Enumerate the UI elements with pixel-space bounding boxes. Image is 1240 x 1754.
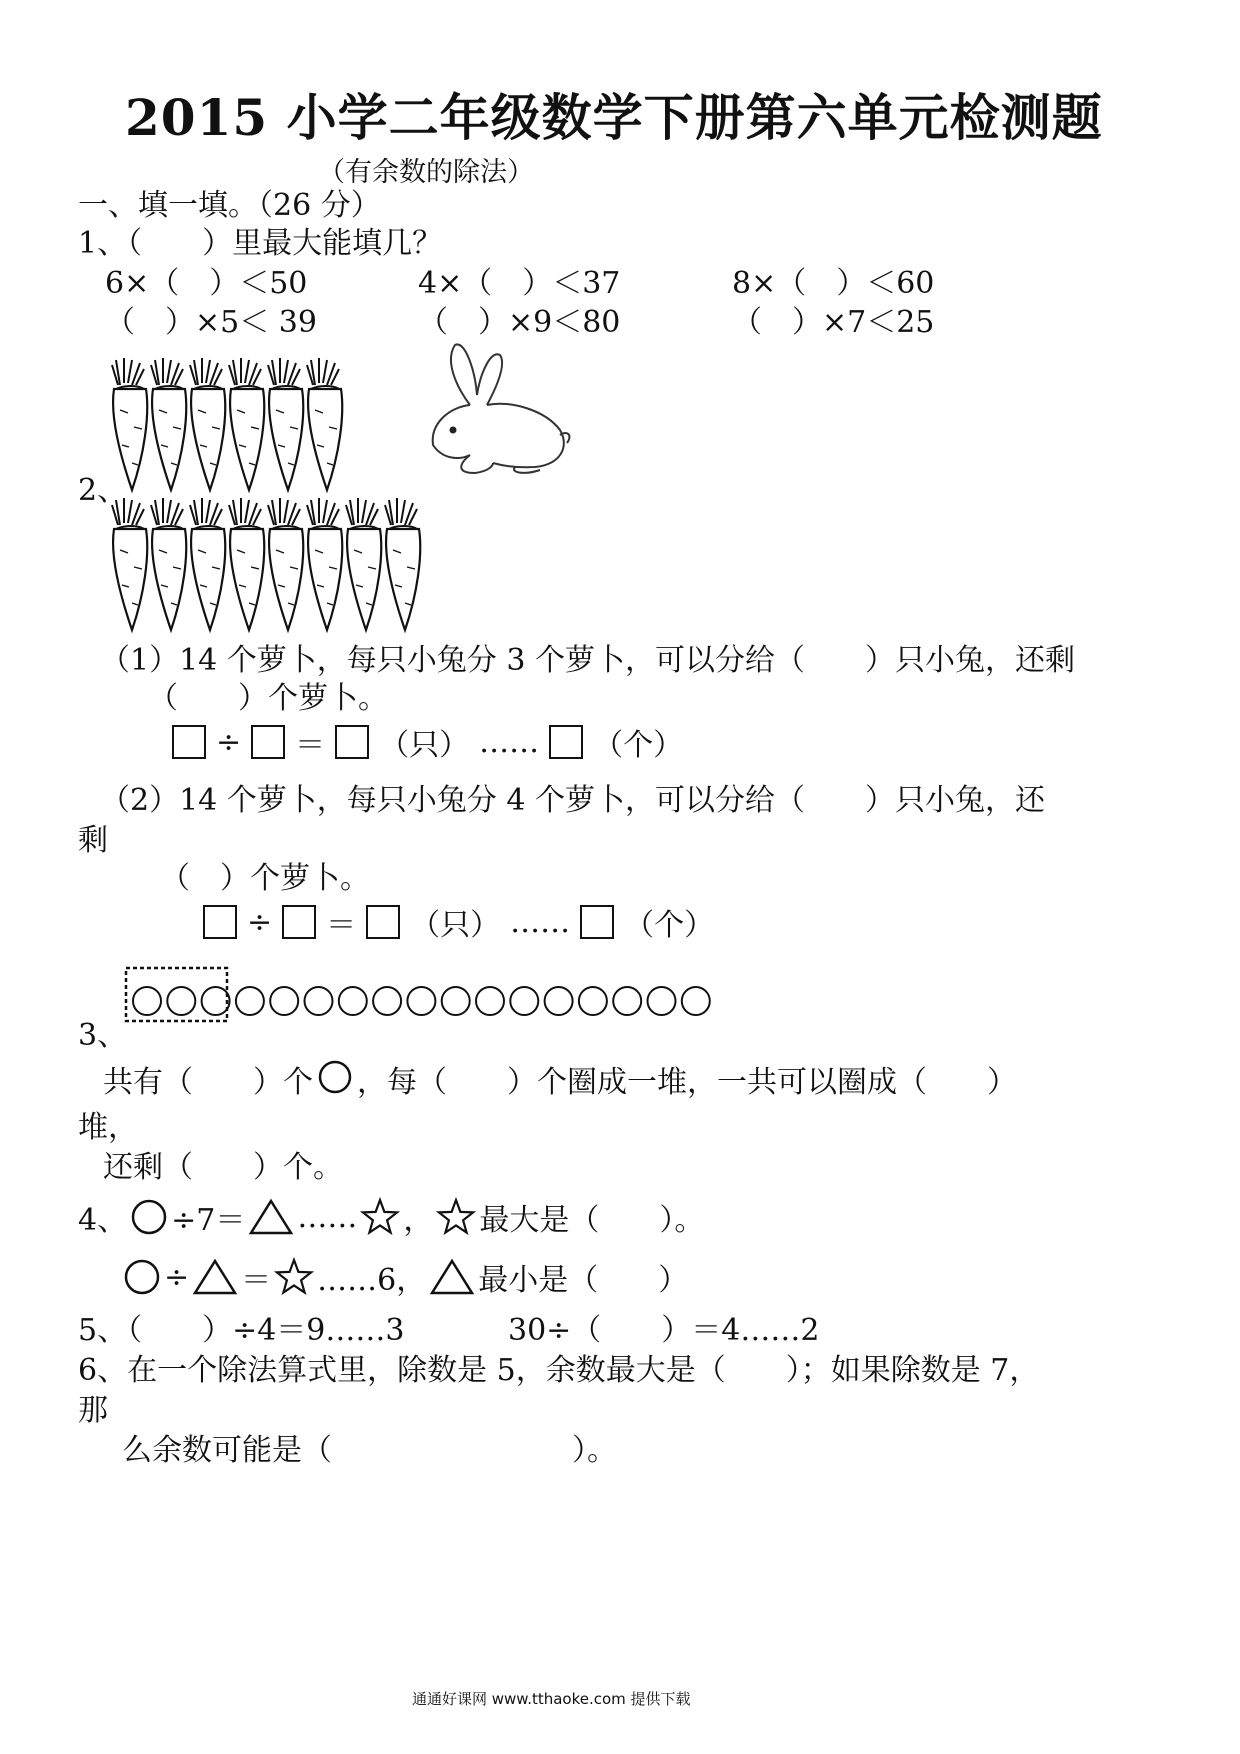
q1-r2-a: （ ）×5＜ 39: [105, 305, 317, 340]
circle-icon: [579, 987, 607, 1015]
footer-text: 通通好课网 www.tthaoke.com 提供下载: [412, 1690, 691, 1708]
star-icon: [436, 1198, 476, 1236]
triangle-icon: [429, 1258, 475, 1296]
q4-line2: [123, 1255, 688, 1299]
q4-line1: [78, 1195, 704, 1239]
circle-icon: [167, 987, 195, 1015]
q1-r2-c: （ ）×7＜25: [732, 305, 935, 340]
carrots-row-2: [110, 495, 470, 635]
answer-box[interactable]: [580, 905, 614, 939]
triangle-icon: [248, 1198, 294, 1236]
q6-line1: 6、在一个除法算式里，除数是 5，余数最大是（ ）；如果除数是 7，: [78, 1353, 1040, 1388]
q2-p1-line2: （ ）个萝卜。: [148, 681, 388, 716]
q3-line1: [103, 1057, 1017, 1101]
q4-l1-d: 最大是（ ）。: [479, 1203, 705, 1238]
q1-r1-a: 6×（ ）＜50: [105, 266, 308, 301]
q5-b: 30÷（ ）＝4……2: [508, 1313, 820, 1348]
circle-icon: [339, 987, 367, 1015]
circle-icon: [373, 987, 401, 1015]
q3-line1-b: ，每（ ）个圈成一堆，一共可以圈成（ ）: [357, 1065, 1017, 1100]
q1-label: 1、（ ）里最大能填几？: [78, 226, 443, 261]
circle-icon: [123, 1258, 161, 1296]
answer-box[interactable]: [172, 725, 206, 759]
q5-a: 5、（ ）÷4＝9……3: [78, 1313, 405, 1348]
answer-box[interactable]: [335, 725, 369, 759]
carrot-icon: [229, 498, 264, 630]
answer-box[interactable]: [203, 905, 237, 939]
page-title: 2015 小学二年级数学下册第六单元检测题: [125, 88, 1103, 147]
q3-line1-a: 共有（ ）个: [103, 1065, 313, 1100]
q1-r2-b: （ ）×9＜80: [418, 305, 621, 340]
circle-icon: [130, 1198, 168, 1236]
q2-p2-line2: 剩: [78, 823, 108, 858]
q4-l1-b: ……: [297, 1199, 358, 1235]
q3-line3: 还剩（ ）个。: [103, 1150, 343, 1185]
circle-icon: [407, 987, 435, 1015]
circle-icon: [305, 987, 333, 1015]
circle-icon: [613, 987, 641, 1015]
q6-line3: 么余数可能是（ ）。: [122, 1433, 617, 1468]
carrot-icon: [385, 498, 420, 630]
q3-number: 3、: [78, 1018, 128, 1053]
circle-icon: [442, 987, 470, 1015]
circle-icon: [270, 987, 298, 1015]
answer-box[interactable]: [251, 725, 285, 759]
carrot-icon: [268, 358, 303, 490]
carrot-icon: [151, 498, 186, 630]
carrot-icon: [190, 498, 225, 630]
unit-ge: （个）: [593, 728, 684, 763]
q4-l2-b: ＝: [241, 1263, 272, 1298]
q2-p2-equation: [203, 900, 714, 944]
q2-p1-line1: （1）14 个萝卜，每只小兔分 3 个萝卜，可以分给（ ）只小兔，还剩: [100, 643, 1075, 678]
unit-zhi: （只）: [379, 728, 470, 763]
carrot-icon: [346, 498, 381, 630]
equals-sign: ＝: [295, 728, 326, 763]
divide-sign: ÷: [247, 904, 273, 940]
q4-l2-d: 最小是（ ）: [478, 1263, 689, 1298]
page-subtitle: （有余数的除法）: [318, 157, 534, 188]
carrot-icon: [307, 358, 342, 490]
q4-number: 4、: [78, 1203, 128, 1238]
q2-p2-line1: （2）14 个萝卜，每只小兔分 4 个萝卜，可以分给（ ）只小兔，还: [100, 783, 1045, 818]
circles-group: [120, 965, 720, 1027]
q1-r1-b: 4×（ ）＜37: [418, 266, 621, 301]
q3-line2: 堆，: [78, 1110, 138, 1145]
circle-icon: [202, 987, 230, 1015]
q4-l2-c: ……6，: [317, 1263, 427, 1298]
carrot-icon: [112, 498, 147, 630]
carrot-icon: [151, 358, 186, 490]
q4-l1-c: ，: [403, 1203, 434, 1238]
rabbit-image: [415, 335, 575, 480]
circle-icon: [510, 987, 538, 1015]
circle-icon: [682, 987, 710, 1015]
circle-icon: [545, 987, 573, 1015]
carrot-icon: [190, 358, 225, 490]
remainder-dots: ……: [479, 724, 540, 760]
circle-icon: [476, 987, 504, 1015]
carrot-icon: [268, 498, 303, 630]
circle-icon: [236, 987, 264, 1015]
section-heading: 一、填一填。（26 分）: [78, 188, 381, 223]
q1-r1-c: 8×（ ）＜60: [732, 266, 935, 301]
q2-p1-equation: [172, 720, 683, 764]
q4-l1-a: ÷7＝: [171, 1203, 246, 1238]
star-icon: [360, 1198, 400, 1236]
carrot-icon: [229, 358, 264, 490]
answer-box[interactable]: [282, 905, 316, 939]
circle-icon: [648, 987, 676, 1015]
star-icon: [274, 1258, 314, 1296]
q6-line2: 那: [78, 1393, 108, 1428]
q4-l2-a: ÷: [164, 1259, 190, 1295]
triangle-icon: [192, 1258, 238, 1296]
answer-box[interactable]: [549, 725, 583, 759]
q2-p2-line3: （ ）个萝卜。: [160, 861, 370, 896]
divide-sign: ÷: [216, 724, 242, 760]
circle-icon: [133, 987, 161, 1015]
q2-number: 2、: [78, 473, 128, 508]
answer-box[interactable]: [366, 905, 400, 939]
remainder-dots: ……: [510, 904, 571, 940]
circle-icon: [317, 1061, 353, 1097]
unit-zhi: （只）: [410, 908, 501, 943]
equals-sign: ＝: [326, 908, 357, 943]
unit-ge: （个）: [624, 908, 715, 943]
carrot-icon: [307, 498, 342, 630]
